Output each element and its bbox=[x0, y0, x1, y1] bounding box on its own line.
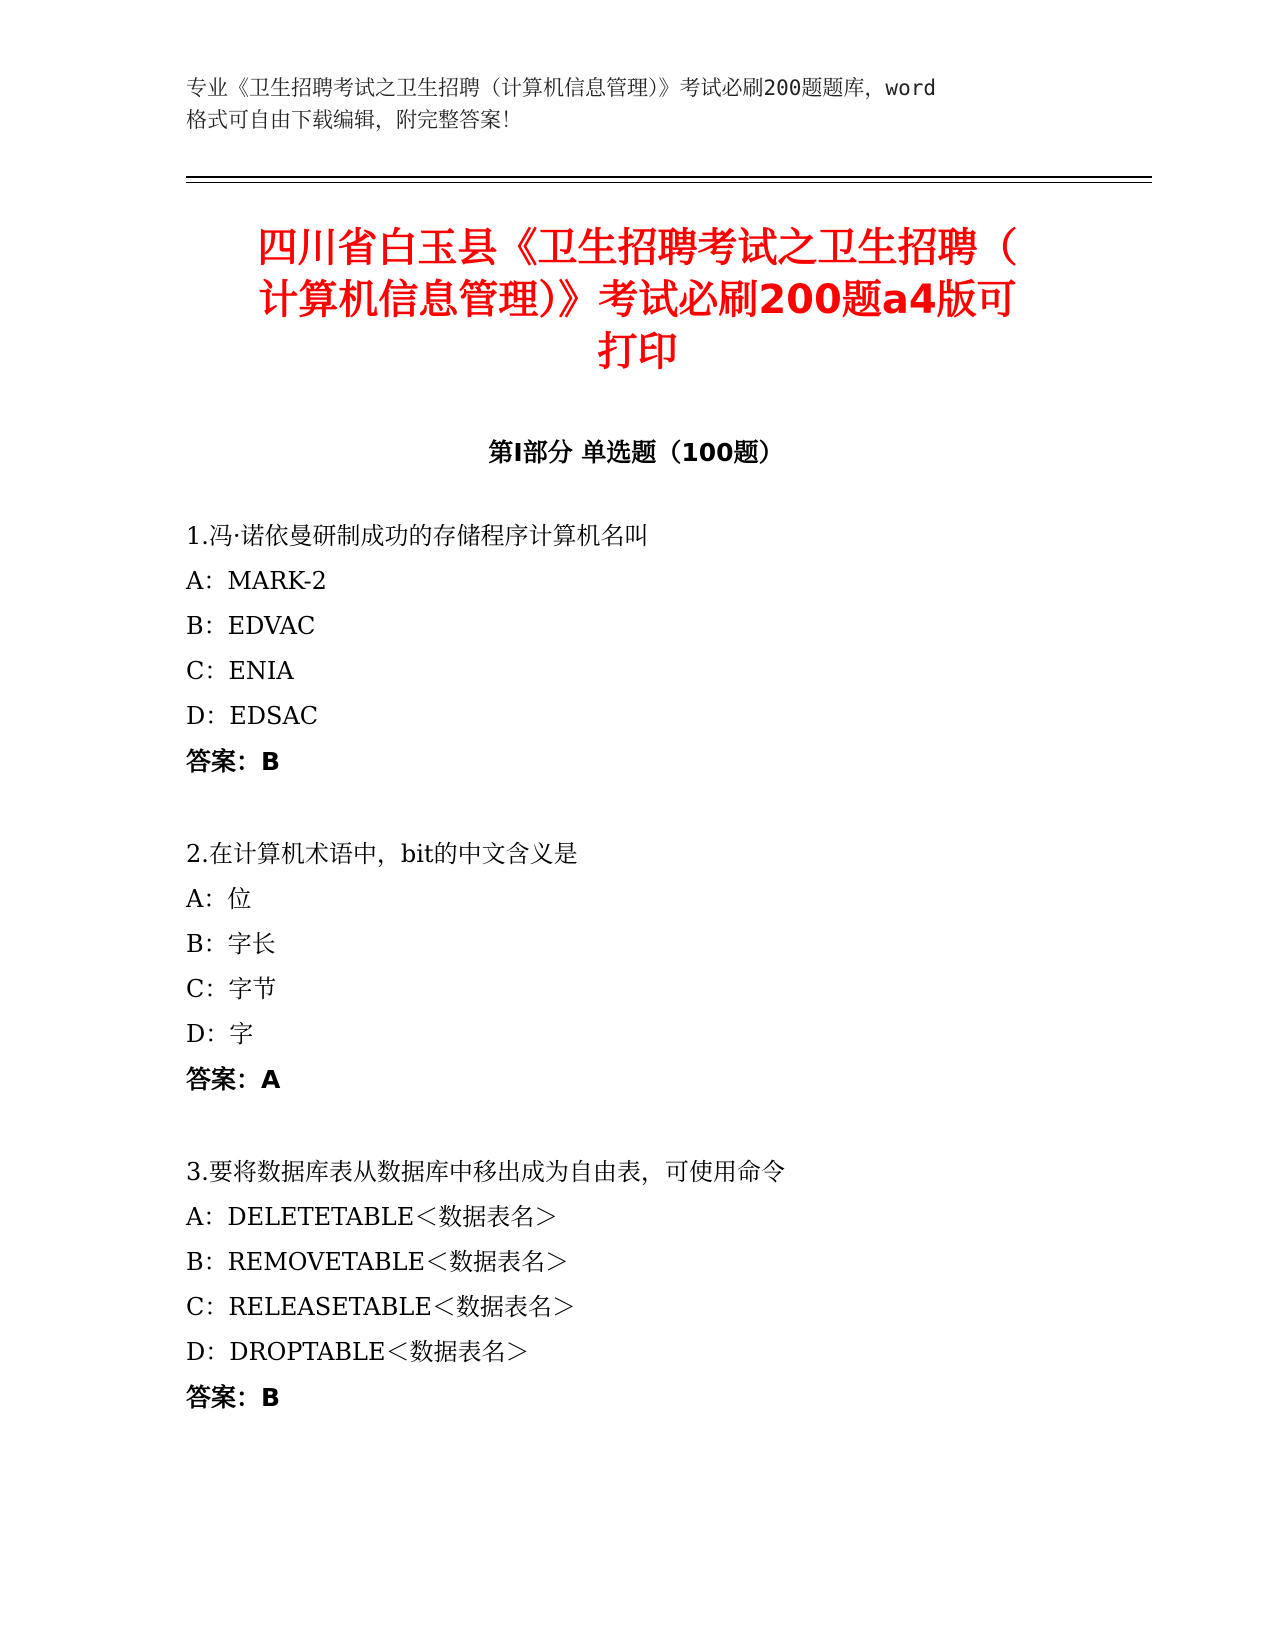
option-text: EDVAC bbox=[227, 612, 316, 640]
document-title bbox=[160, 222, 1115, 378]
option-a bbox=[186, 877, 1136, 922]
option-text: DROPTABLE＜数据表名＞ bbox=[229, 1338, 530, 1366]
option-b bbox=[186, 922, 1136, 967]
answer-line: 答案：A bbox=[186, 1065, 281, 1094]
section-heading: 第Ⅰ部分 单选题（100题） bbox=[488, 438, 784, 467]
option-prefix: B： bbox=[186, 612, 228, 640]
question-1 bbox=[186, 514, 1136, 784]
document-title-line-2: 计算机信息管理）》考试必刷200题a4版可 bbox=[258, 277, 1017, 323]
option-prefix: D： bbox=[186, 1338, 230, 1366]
header-note-line-2: 格式可自由下载编辑，附完整答案！ bbox=[186, 108, 522, 132]
header-rule-thick bbox=[186, 176, 1152, 178]
option-text: ENIA bbox=[228, 657, 294, 685]
option-d bbox=[186, 1012, 1136, 1057]
option-prefix: A： bbox=[186, 1203, 228, 1231]
answer-line: 答案：B bbox=[186, 747, 281, 776]
question-2 bbox=[186, 832, 1136, 1102]
option-prefix: D： bbox=[186, 702, 230, 730]
option-prefix: B： bbox=[186, 1248, 228, 1276]
option-text: 位 bbox=[227, 885, 252, 913]
option-prefix: C： bbox=[186, 657, 229, 685]
header-note-line-1: 专业《卫生招聘考试之卫生招聘（计算机信息管理）》考试必刷200题题库，word bbox=[186, 76, 936, 100]
header-rule-thin bbox=[186, 182, 1152, 183]
option-b bbox=[186, 604, 1136, 649]
answer-line: 答案：B bbox=[186, 1383, 281, 1412]
option-prefix: B： bbox=[186, 930, 228, 958]
option-d bbox=[186, 1330, 1136, 1375]
option-prefix: A： bbox=[186, 567, 228, 595]
option-a bbox=[186, 1195, 1136, 1240]
option-c bbox=[186, 649, 1136, 694]
option-text: MARK-2 bbox=[227, 567, 327, 595]
option-c bbox=[186, 1285, 1136, 1330]
option-prefix: C： bbox=[186, 975, 229, 1003]
option-text: 字长 bbox=[227, 930, 276, 958]
option-text: EDSAC bbox=[229, 702, 319, 730]
option-prefix: C： bbox=[186, 1293, 229, 1321]
option-d bbox=[186, 694, 1136, 739]
option-text: 字节 bbox=[228, 975, 277, 1003]
option-prefix: D： bbox=[186, 1020, 230, 1048]
header-note bbox=[186, 72, 1086, 136]
option-text: 字 bbox=[229, 1020, 254, 1048]
option-text: REMOVETABLE＜数据表名＞ bbox=[227, 1248, 570, 1276]
question-stem: 1.冯·诺依曼研制成功的存储程序计算机名叫 bbox=[186, 522, 649, 550]
document-title-line-3: 打印 bbox=[597, 329, 678, 375]
question-3 bbox=[186, 1150, 1136, 1420]
document-title-line-1: 四川省白玉县《卫生招聘考试之卫生招聘（ bbox=[257, 225, 1018, 271]
option-prefix: A： bbox=[186, 885, 228, 913]
question-stem: 2.在计算机术语中，bit的中文含义是 bbox=[186, 840, 578, 868]
option-c bbox=[186, 967, 1136, 1012]
question-stem: 3.要将数据库表从数据库中移出成为自由表，可使用命令 bbox=[186, 1158, 785, 1186]
option-text: DELETETABLE＜数据表名＞ bbox=[227, 1203, 559, 1231]
option-b bbox=[186, 1240, 1136, 1285]
option-text: RELEASETABLE＜数据表名＞ bbox=[228, 1293, 576, 1321]
option-a bbox=[186, 559, 1136, 604]
